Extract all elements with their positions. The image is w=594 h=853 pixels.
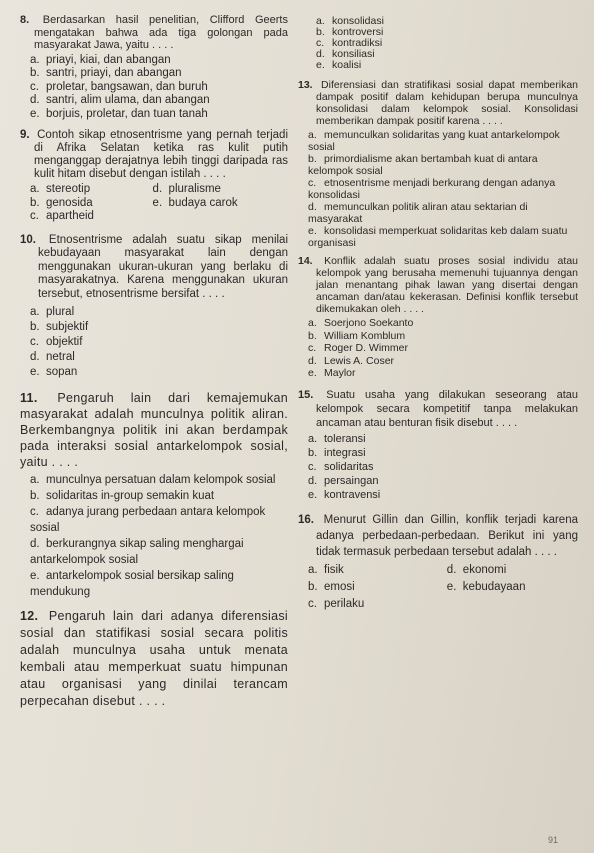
option-c[interactable]: c. apartheid bbox=[30, 210, 94, 222]
question-12 bbox=[20, 608, 288, 710]
question-stem: Diferensiasi dan stratifikasi sosial dapat memberikan dampak positif dalam kehidupan berupa munculnya konsolidasi dalam kelompok sosial. Konsolidasi memberikan dampak positif karena . . . . bbox=[316, 79, 579, 127]
options-list bbox=[20, 472, 288, 600]
question-stem: Berdasarkan hasil penelitian, Clifford Geerts mengatakan bahwa ada tiga golongan pada masyarakat Jawa, yaitu . . . . bbox=[34, 14, 288, 51]
option-d[interactable]: d. netral bbox=[30, 351, 75, 363]
option-a[interactable]: a. toleransi bbox=[308, 432, 366, 445]
question-8 bbox=[20, 14, 288, 121]
question-14 bbox=[298, 255, 578, 380]
option-b[interactable]: b. emosi bbox=[308, 580, 355, 593]
question-number: 16. bbox=[298, 513, 314, 526]
option-b[interactable]: b. subjektif bbox=[30, 321, 89, 333]
option-b[interactable]: b. santri, priayi, dan abangan bbox=[30, 67, 182, 79]
option-d[interactable]: d. Lewis A. Coser bbox=[308, 354, 395, 367]
option-d[interactable]: d. pluralisme bbox=[152, 183, 221, 195]
question-number: 14. bbox=[298, 255, 313, 267]
options-list bbox=[20, 183, 288, 224]
options-list bbox=[298, 317, 578, 380]
question-stem: Suatu usaha yang dilakukan seseorang atau kelompok secara kompetitif tanpa melakukan ancaman atau benturan fisik disebut . . . . bbox=[316, 388, 578, 429]
option-c[interactable]: c. kontradiksi bbox=[316, 37, 383, 49]
option-e[interactable]: e. koalisi bbox=[316, 59, 362, 71]
option-e[interactable]: e. kebudayaan bbox=[446, 580, 526, 593]
right-column bbox=[298, 14, 578, 619]
option-a[interactable]: a. munculnya persatuan dalam kelompok sosial bbox=[30, 474, 276, 486]
question-stem: Menurut Gillin dan Gillin, konflik terjadi karena adanya perbedaan-perbedaan. Berikut ini yang tidak termasuk perbedaan tersebut adalah . . . . bbox=[316, 513, 578, 558]
option-c[interactable]: c. Roger D. Wimmer bbox=[308, 342, 409, 354]
question-10 bbox=[20, 234, 288, 381]
option-d[interactable]: d. berkurangnya sikap saling menghargai antarkelompok sosial bbox=[30, 538, 244, 566]
option-d[interactable]: d. konsiliasi bbox=[316, 48, 375, 60]
options-list bbox=[298, 432, 578, 502]
question-number: 11. bbox=[20, 391, 38, 405]
option-b[interactable]: b. integrasi bbox=[308, 446, 366, 459]
question-number: 8. bbox=[20, 14, 30, 26]
option-a[interactable]: a. plural bbox=[30, 306, 75, 318]
question-7-options bbox=[306, 16, 578, 71]
question-number: 13. bbox=[298, 79, 313, 91]
question-13 bbox=[298, 79, 578, 249]
question-number: 10. bbox=[20, 233, 36, 246]
question-stem: Etnosentrisme adalah suatu sikap menilai kebudayaan masyarakat lain dengan menggunakan ukuran-ukuran yang berlaku di masyarakatnya. Karena menggunakan ukuran tersebut, etnosentrisme bersifat . . . . bbox=[38, 233, 288, 300]
option-b[interactable]: b. William Komblum bbox=[308, 329, 406, 342]
question-number: 12. bbox=[20, 609, 39, 623]
question-16 bbox=[298, 512, 578, 613]
options-list bbox=[20, 54, 288, 122]
question-number: 9. bbox=[20, 129, 30, 141]
option-e[interactable]: e. kontravensi bbox=[308, 488, 381, 501]
option-a[interactable]: a. Soerjono Soekanto bbox=[308, 317, 414, 329]
option-e[interactable]: e. budaya carok bbox=[152, 196, 238, 209]
option-a[interactable]: a. konsolidasi bbox=[316, 15, 384, 27]
option-c[interactable]: c. adanya jurang perbedaan antara kelompok sosial bbox=[30, 506, 266, 534]
question-9 bbox=[20, 129, 288, 224]
question-stem: Contoh sikap etnosentrisme yang pernah terjadi di Afrika Selatan ketika ras kulit putih menganggap derajatnya lebih tinggi daripada ras kulit hitam disebut dengan istilah . . . . bbox=[34, 129, 288, 180]
option-d[interactable]: d. persaingan bbox=[308, 474, 379, 487]
option-d[interactable]: d. santri, alim ulama, dan abangan bbox=[30, 94, 210, 106]
option-a[interactable]: a. stereotip bbox=[30, 183, 91, 195]
option-c[interactable]: c. solidaritas bbox=[308, 460, 374, 473]
option-b[interactable]: b. primordialisme akan bertambah kuat di antara kelompok sosial bbox=[308, 153, 538, 177]
option-d[interactable]: d. memunculkan politik aliran atau sektarian di masyarakat bbox=[308, 201, 528, 225]
left-column bbox=[20, 14, 288, 716]
question-stem: Konflik adalah suatu proses sosial individu atau kelompok yang berusaha memenuhi tujuannya dengan jalan menantang pihak lawan yang disertai dengan ancaman dan/atau kekerasan. Definisi konflik tersebut dikemukakan oleh . . . . bbox=[316, 255, 578, 315]
question-15 bbox=[298, 388, 578, 502]
option-e[interactable]: e. Maylor bbox=[308, 367, 356, 379]
option-b[interactable]: b. solidaritas in-group semakin kuat bbox=[30, 490, 215, 502]
option-a[interactable]: a. fisik bbox=[308, 563, 344, 576]
option-c[interactable]: c. proletar, bangsawan, dan buruh bbox=[30, 80, 208, 93]
option-b[interactable]: b. kontroversi bbox=[316, 26, 384, 38]
page-number: 91 bbox=[548, 835, 559, 845]
question-number: 15. bbox=[298, 388, 314, 401]
option-e[interactable]: e. borjuis, proletar, dan tuan tanah bbox=[30, 107, 208, 120]
question-stem: Pengaruh lain dari adanya diferensiasi sosial dan statifikasi sosial secara politis adalah munculnya usaha untuk menata kembali atau memperkuat suatu himpunan atau organisasi yang dinilai terancam perpecahan disebut . . . . bbox=[20, 609, 288, 708]
option-e[interactable]: e. sopan bbox=[30, 366, 78, 378]
option-a[interactable]: a. memunculkan solidaritas yang kuat antarkelompok sosial bbox=[308, 129, 560, 153]
option-d[interactable]: d. ekonomi bbox=[446, 563, 507, 576]
options-list bbox=[298, 129, 578, 249]
option-e[interactable]: e. antarkelompok sosial bersikap saling mendukung bbox=[30, 570, 234, 598]
question-stem: Pengaruh lain dari kemajemukan masyarakat adalah munculnya politik aliran. Berkembangnya politik ini akan berdampak pada interaksi sosial antarkelompok sosial, yaitu . . . . bbox=[20, 391, 288, 469]
option-c[interactable]: c. objektif bbox=[30, 336, 83, 348]
option-c[interactable]: c. perilaku bbox=[308, 597, 365, 610]
option-a[interactable]: a. priayi, kiai, dan abangan bbox=[30, 53, 171, 66]
options-list bbox=[20, 305, 288, 380]
option-c[interactable]: c. etnosentrisme menjadi berkurang dengan adanya konsolidasi bbox=[308, 177, 556, 201]
options-list bbox=[298, 562, 578, 613]
option-e[interactable]: e. konsolidasi memperkuat solidaritas keb dalam suatu organisasi bbox=[308, 225, 568, 249]
option-b[interactable]: b. genosida bbox=[30, 196, 93, 209]
question-11 bbox=[20, 390, 288, 600]
